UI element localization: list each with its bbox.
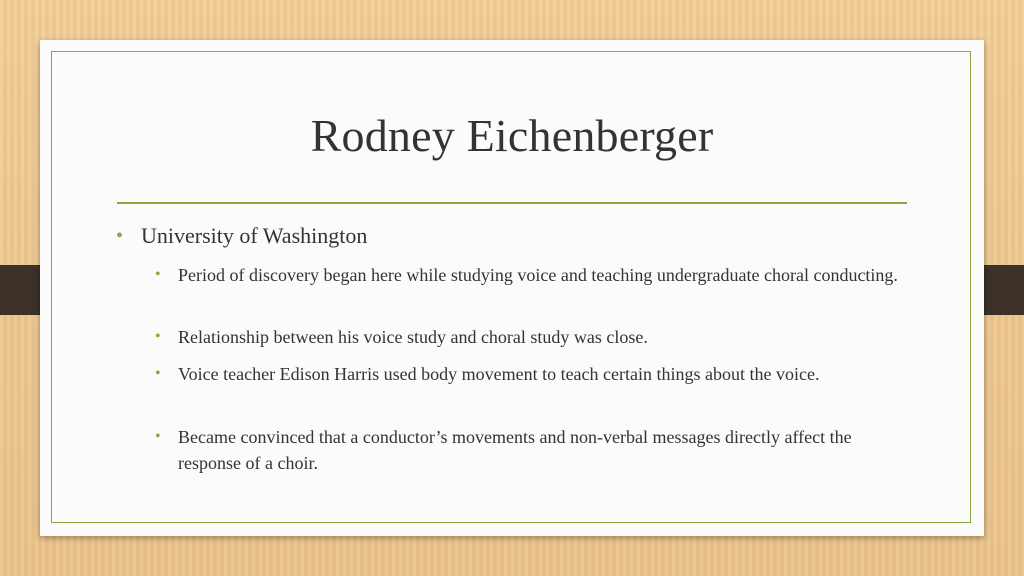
sub-bullet-1 xyxy=(155,262,913,288)
bullet-dot-icon: • xyxy=(155,365,161,382)
bullet-dot-icon: • xyxy=(116,225,124,247)
bullet-text: University of Washington xyxy=(141,223,368,248)
sub-bullet-4 xyxy=(155,424,913,476)
sub-bullet-text: Became convinced that a conductor’s movements and non-verbal messages directly affect the response of a choir. xyxy=(178,427,852,473)
sub-bullet-text: Period of discovery began here while studying voice and teaching undergraduate choral conducting. xyxy=(178,265,898,285)
bullet-dot-icon: • xyxy=(155,328,161,345)
sub-bullet-text: Relationship between his voice study and choral study was close. xyxy=(178,327,648,347)
bullet-level1 xyxy=(116,222,368,250)
sub-bullet-2 xyxy=(155,324,913,350)
bullet-dot-icon: • xyxy=(155,428,161,445)
sub-bullet-3 xyxy=(155,361,913,387)
bullet-dot-icon: • xyxy=(155,266,161,283)
slide-card xyxy=(40,40,984,536)
slide-title: Rodney Eichenberger xyxy=(310,110,714,161)
title-divider xyxy=(117,202,907,204)
sub-bullet-text: Voice teacher Edison Harris used body movement to teach certain things about the voice. xyxy=(178,364,820,384)
